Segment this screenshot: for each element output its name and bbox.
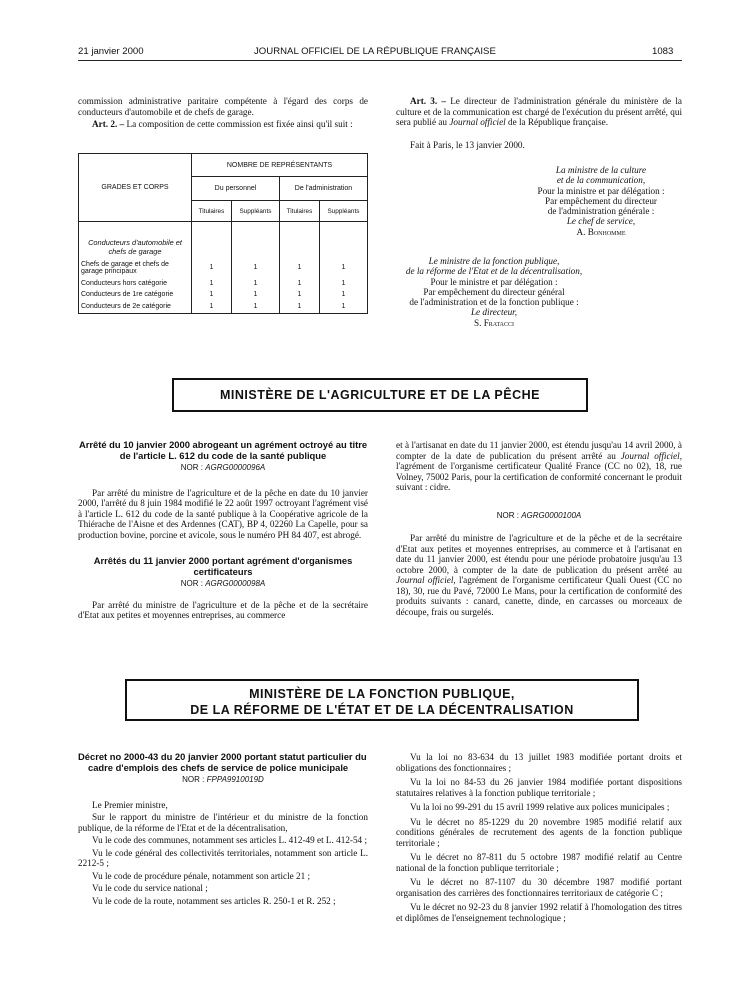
header-journal-title: JOURNAL OFFICIEL DE LA RÉPUBLIQUE FRANÇAISE xyxy=(254,46,496,57)
table-cell: 1 xyxy=(192,300,232,314)
ministry-heading-line: MINISTÈRE DE LA FONCTION PUBLIQUE, xyxy=(249,687,515,701)
decree-title: Arrêtés du 11 janvier 2000 portant agrément d'organismes certificateurs xyxy=(93,555,353,577)
nor-label: NOR : xyxy=(496,510,522,520)
nor-reference xyxy=(396,511,682,522)
table-cell: 1 xyxy=(231,300,279,314)
table-cell: 1 xyxy=(319,300,367,314)
table-header-titulaires: Titulaires xyxy=(192,201,232,222)
signature-line: Le directeur, xyxy=(470,307,518,318)
representatives-table xyxy=(78,153,368,314)
header-page-number: 1083 xyxy=(652,46,674,57)
table-header-personnel: Du personnel xyxy=(192,177,280,201)
decree-title: Arrêté du 10 janvier 2000 abrogeant un agrément octroyé au titre de l'article L. 612 du code de la santé publique xyxy=(78,439,368,461)
table-cell: 1 xyxy=(279,300,319,314)
paragraph: Par arrêté du ministre de l'agriculture et de la pêche en date du 10 janvier 2000, l'arrêté du 8 juin 1984 modifié le 22 août 1997 octroyant l'agrément visé à l'article L. 612 du code de la santé publique à la Coopérative agricole de la Thiérache de l'Aisne et des Ardennes (CAT), BP 4, 02260 La Capelle, pour sa production bovine, porcine et avicole, sous le numéro PH 84 407, est abrogé. xyxy=(78,487,368,540)
paragraph: Vu la loi no 83-634 du 13 juillet 1983 modifiée portant droits et obligations des fonctionnaires ; xyxy=(396,752,682,773)
table-row-label: Conducteurs hors catégorie xyxy=(79,278,192,289)
table-cell: 1 xyxy=(231,258,279,278)
paragraph: Vu le code de procédure pénale, notamment son article 21 ; xyxy=(92,870,311,881)
ministry-heading-line: DE LA RÉFORME DE L'ÉTAT ET DE LA DÉCENTRALISATION xyxy=(190,703,574,717)
article-label: Art. 2. – xyxy=(92,119,125,129)
signature-block-culture xyxy=(520,165,682,237)
table-row-label: Conducteurs de 1re catégorie xyxy=(79,289,192,300)
signature-name: S. Fratacci xyxy=(473,317,514,328)
nor-label: NOR : xyxy=(180,579,206,588)
signature-block-fonction-publique xyxy=(384,256,604,328)
table-header-suppleants: Suppléants xyxy=(319,201,367,222)
table-cell: 1 xyxy=(279,258,319,278)
paragraph: Le Premier ministre, xyxy=(92,799,168,810)
table-header-titulaires: Titulaires xyxy=(279,201,319,222)
article-2 xyxy=(78,119,368,130)
table-cell: 1 xyxy=(319,289,367,300)
signature-name: A. Bonhomme xyxy=(576,226,626,237)
agri-right-column xyxy=(396,440,682,617)
journal-officiel: Journal officiel xyxy=(449,117,506,127)
table-header-grades: GRADES ET CORPS xyxy=(79,154,192,222)
paragraph xyxy=(396,440,682,493)
table-row-label: Conducteurs de 2e catégorie xyxy=(79,300,192,314)
signature-line: Le ministre de la fonction publique, xyxy=(428,256,560,266)
paragraph: Vu le code général des collectivités territoriales, notamment son article L. 2212-5 ; xyxy=(78,847,368,868)
table-header-admin: De l'administration xyxy=(279,177,367,201)
ministry-heading-fonction-publique xyxy=(125,679,639,721)
paragraph: Vu la loi no 84-53 du 26 janvier 1984 modifiée portant dispositions statutaires relatives à la fonction publique territoriale ; xyxy=(396,777,682,798)
signature-line: Par empêchement du directeur xyxy=(545,195,657,206)
table-cell: 1 xyxy=(192,278,232,289)
fp-left-column xyxy=(78,752,368,906)
nor-code: AGRG0000100A xyxy=(521,510,582,520)
nor-reference xyxy=(78,579,368,590)
right-top-text xyxy=(396,96,682,150)
signature-line: La ministre de la culture xyxy=(555,165,647,175)
table-cell: 1 xyxy=(319,278,367,289)
paragraph: Vu le décret no 87-1107 du 30 décembre 1987 modifié portant organisation des carrières des fonctionnaires territoriaux de catégorie C ; xyxy=(396,877,682,898)
agri-left-column xyxy=(78,440,368,621)
left-top-text xyxy=(78,96,368,130)
paragraph-text: Par arrêté du ministre de l'agriculture et de la pêche et de la secrétaire d'Etat aux petites et moyennes entreprises, au commerce et à l'artisanat en date du 11 janvier 2000, est étendu pour une période probatoire jusqu'au 13 octobre 2000, à compter de la date de publication du présent arrêté au xyxy=(396,533,682,575)
table-cell: 1 xyxy=(319,258,367,278)
paragraph: Par arrêté du ministre de l'agriculture et de la pêche et de la secrétaire d'Etat aux petites et moyennes entreprises, au commerce xyxy=(78,599,368,620)
paragraph: Vu le code de la route, notamment ses articles R. 250-1 et R. 252 ; xyxy=(92,895,336,906)
header-rule xyxy=(78,60,682,61)
table-header-nombre: NOMBRE DE REPRÉSENTANTS xyxy=(192,154,368,177)
table-row-label: Chefs de garage et chefs de garage principaux xyxy=(79,258,192,278)
header-date: 21 janvier 2000 xyxy=(78,46,144,57)
nor-label: NOR : xyxy=(180,463,206,472)
paragraph-text: et à l'artisanat en date du 11 janvier 2000, est étendu jusqu'au 14 avril 2000, à compter de la date de publication du présent arrêté au xyxy=(396,440,682,461)
table-cell: 1 xyxy=(192,258,232,278)
signature-line: Pour le ministre et par délégation : xyxy=(430,276,558,287)
nor-code: AGRG0000098A xyxy=(205,579,266,588)
decree-title: Décret no 2000-43 du 20 janvier 2000 portant statut particulier du cadre d'emplois des chefs de service de police municipale xyxy=(78,751,367,773)
table-cell: 1 xyxy=(231,278,279,289)
ministry-heading-agriculture: MINISTÈRE DE L'AGRICULTURE ET DE LA PÊCHE xyxy=(172,378,588,412)
signature-line: et de la communication, xyxy=(556,175,646,186)
article-text-end: de la République française. xyxy=(505,117,609,127)
signature-line: de l'administration générale : xyxy=(547,206,655,217)
nor-code: FPPA9910019D xyxy=(206,775,264,784)
signature-line: de l'administration et de la fonction publique : xyxy=(409,297,579,308)
paragraph-text: l'agrément de l'organisme certificateur Qualité France (CC no 02), 18, rue Volney, 75002 Paris, pour la certification de conformité concernant le produit suivant : cidre. xyxy=(396,461,682,492)
paragraph xyxy=(396,533,682,617)
table-cell: 1 xyxy=(279,278,319,289)
paragraph: Vu la loi no 99-291 du 15 avril 1999 relative aux polices municipales ; xyxy=(410,802,670,812)
journal-officiel: Journal officiel, xyxy=(396,575,456,585)
nor-code: AGRG0000096A xyxy=(205,463,266,472)
article-3 xyxy=(396,96,682,128)
signature-line: de la réforme de l'Etat et de la décentralisation, xyxy=(405,266,583,277)
fait-a-paris: Fait à Paris, le 13 janvier 2000. xyxy=(410,139,525,150)
paragraph: Vu le code des communes, notamment ses articles L. 412-49 et L. 412-54 ; xyxy=(92,835,368,845)
nor-label: NOR : xyxy=(182,775,207,784)
paragraph: Vu le décret no 87-811 du 5 octobre 1987 modifié relatif au Centre national de la fonction publique territoriale ; xyxy=(396,852,682,873)
article-text: Le directeur de l'administration générale du ministère de la culture et de la communication est chargé de l'exécution du présent arrêté, qui sera publié au xyxy=(396,96,682,127)
fp-right-column xyxy=(396,752,682,923)
article-label: Art. 3. – xyxy=(410,96,446,106)
table-cell: 1 xyxy=(192,289,232,300)
paragraph: Sur le rapport du ministre de l'intérieur et du ministre de la fonction publique, de la réforme de l'Etat et de la décentralisation, xyxy=(78,812,368,833)
table-cell: 1 xyxy=(231,289,279,300)
paragraph-text: l'agrément de l'organisme certificateur Quali Ouest (CC no 18), 30, rue du Pavé, 72000 Le Mans, pour la certification de conformité des produits suivants : canard, canette, dinde, en carcasses ou morceaux de découpe, frais ou surgelés. xyxy=(396,575,683,617)
article-text: La composition de cette commission est fixée ainsi qu'il suit : xyxy=(124,119,353,129)
signature-line: Par empêchement du directeur général xyxy=(423,286,565,297)
paragraph: commission administrative paritaire compétente à l'égard des corps de conducteurs d'automobile et de chefs de garage. xyxy=(78,96,368,117)
paragraph: Vu le décret no 92-23 du 8 janvier 1992 relatif à l'homologation des titres et diplômes de l'enseignement technologique ; xyxy=(396,902,682,923)
table-header-suppleants: Suppléants xyxy=(231,201,279,222)
signature-line: Pour la ministre et par délégation : xyxy=(537,185,665,196)
journal-officiel: Journal officiel, xyxy=(620,450,682,461)
nor-reference xyxy=(78,463,368,474)
table-group-label: Conducteurs d'automobile et chefs de garage xyxy=(79,222,192,258)
nor-reference xyxy=(78,775,368,786)
paragraph: Vu le décret no 85-1229 du 20 novembre 1985 modifié relatif aux conditions générales de recrutement des agents de la fonction publique territoriale ; xyxy=(396,816,682,848)
signature-line: Le chef de service, xyxy=(566,216,636,227)
table-cell: 1 xyxy=(279,289,319,300)
paragraph: Vu le code du service national ; xyxy=(92,883,208,893)
